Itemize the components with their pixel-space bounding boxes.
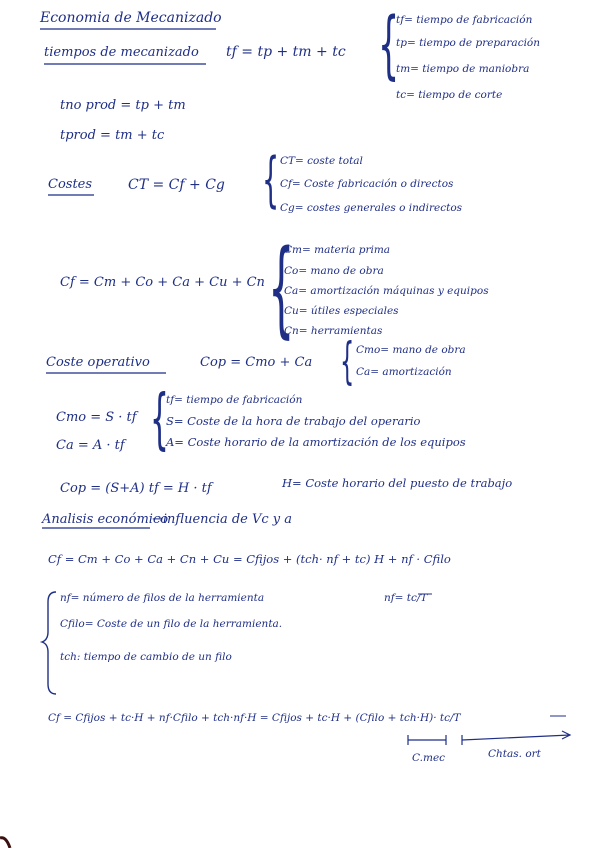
- cmo-formula: Cmo = S · tf: [56, 410, 137, 425]
- costes-heading: Costes: [48, 177, 93, 192]
- cf-legend-cu: Cu= útiles especiales: [284, 305, 399, 317]
- analisis-legend-tch: tch: tiempo de cambio de un filo: [60, 651, 232, 663]
- operativo-brace-2: {: [150, 380, 169, 457]
- tiempos-heading: tiempos de mecanizado: [44, 45, 199, 60]
- analisis-legend-nf: nf= número de filos de la herramienta: [60, 592, 265, 604]
- operativo-heading: Coste operativo: [46, 355, 150, 370]
- tiempos-legend-tm: tm= tiempo de maniobra: [396, 63, 530, 75]
- costes-legend-cg: Cg= costes generales o indirectos: [280, 202, 463, 214]
- cf-legend-co: Co= mano de obra: [284, 265, 384, 277]
- cop-formula: Cop = (S+A) tf = H · tf: [60, 481, 212, 496]
- chtas-bracket: [462, 735, 570, 740]
- cf-legend-cn: Cn= herramientas: [284, 325, 383, 337]
- tiempos-legend-tf: tf= tiempo de fabricación: [396, 14, 533, 26]
- label-cmec: C.mec: [412, 752, 446, 764]
- tiempos-formula: tf = tp + tm + tc: [226, 44, 346, 60]
- analisis-legend-brace: [42, 592, 56, 694]
- tiempos-legend-tp: tp= tiempo de preparación: [396, 37, 541, 49]
- page-corner-mark: [0, 838, 10, 848]
- h-definition: H= Coste horario del puesto de trabajo: [282, 476, 513, 490]
- operativo-legend-ca: Ca= amortización: [356, 366, 452, 378]
- operativo-legend-cmo: Cmo= mano de obra: [356, 344, 466, 356]
- label-chtas: Chtas. ort: [488, 748, 541, 760]
- tprod-formula: tprod = tm + tc: [60, 128, 165, 143]
- operativo-formula: Cop = Cmo + Ca: [200, 355, 313, 370]
- ca-formula: Ca = A · tf: [56, 438, 125, 453]
- cf-brace: {: [268, 227, 295, 349]
- tno-prod-formula: tno prod = tp + tm: [60, 98, 186, 113]
- analisis-heading: Analisis económico: [42, 512, 169, 527]
- operativo-legend2-s: S= Coste de la hora de trabajo del operario: [166, 414, 421, 428]
- operativo-legend2-tf: tf= tiempo de fabricación: [166, 394, 303, 406]
- analisis-legend-cfilo: Cfilo= Coste de un filo de la herramienta.: [60, 618, 283, 630]
- operativo-legend2-a: A= Coste horario de la amortización de los equipos: [166, 435, 466, 449]
- analisis-heading-rest: →influencia de Vc y a: [152, 512, 293, 527]
- final-formula: Cf = Cfijos + tc·H + nf·Cfilo + tch·nf·H = Cfijos + tc·H + (Cfilo + tch·H)· tc/T: [48, 712, 461, 724]
- costes-legend-ct: CT= coste total: [280, 155, 363, 167]
- cf-formula: Cf = Cm + Co + Ca + Cu + Cn: [60, 275, 265, 290]
- costes-formula: CT = Cf + Cg: [128, 177, 225, 193]
- cf-legend-ca: Ca= amortización máquinas y equipos: [284, 285, 489, 297]
- analisis-formula: Cf = Cm + Co + Ca + Cn + Cu = Cfijos + (tch· nf + tc) H + nf · Cfilo: [48, 552, 451, 566]
- operativo-brace: {: [340, 332, 355, 390]
- tiempos-legend-tc: tc= tiempo de corte: [396, 89, 503, 101]
- costes-brace: {: [262, 145, 280, 215]
- cf-legend-cm: Cm= materia prima: [284, 244, 391, 256]
- page-title: Economia de Mecanizado: [40, 10, 222, 26]
- nf-formula: nf= tc/T: [384, 592, 428, 604]
- costes-legend-cf: Cf= Coste fabricación o directos: [280, 178, 454, 190]
- tiempos-brace: {: [378, 2, 400, 88]
